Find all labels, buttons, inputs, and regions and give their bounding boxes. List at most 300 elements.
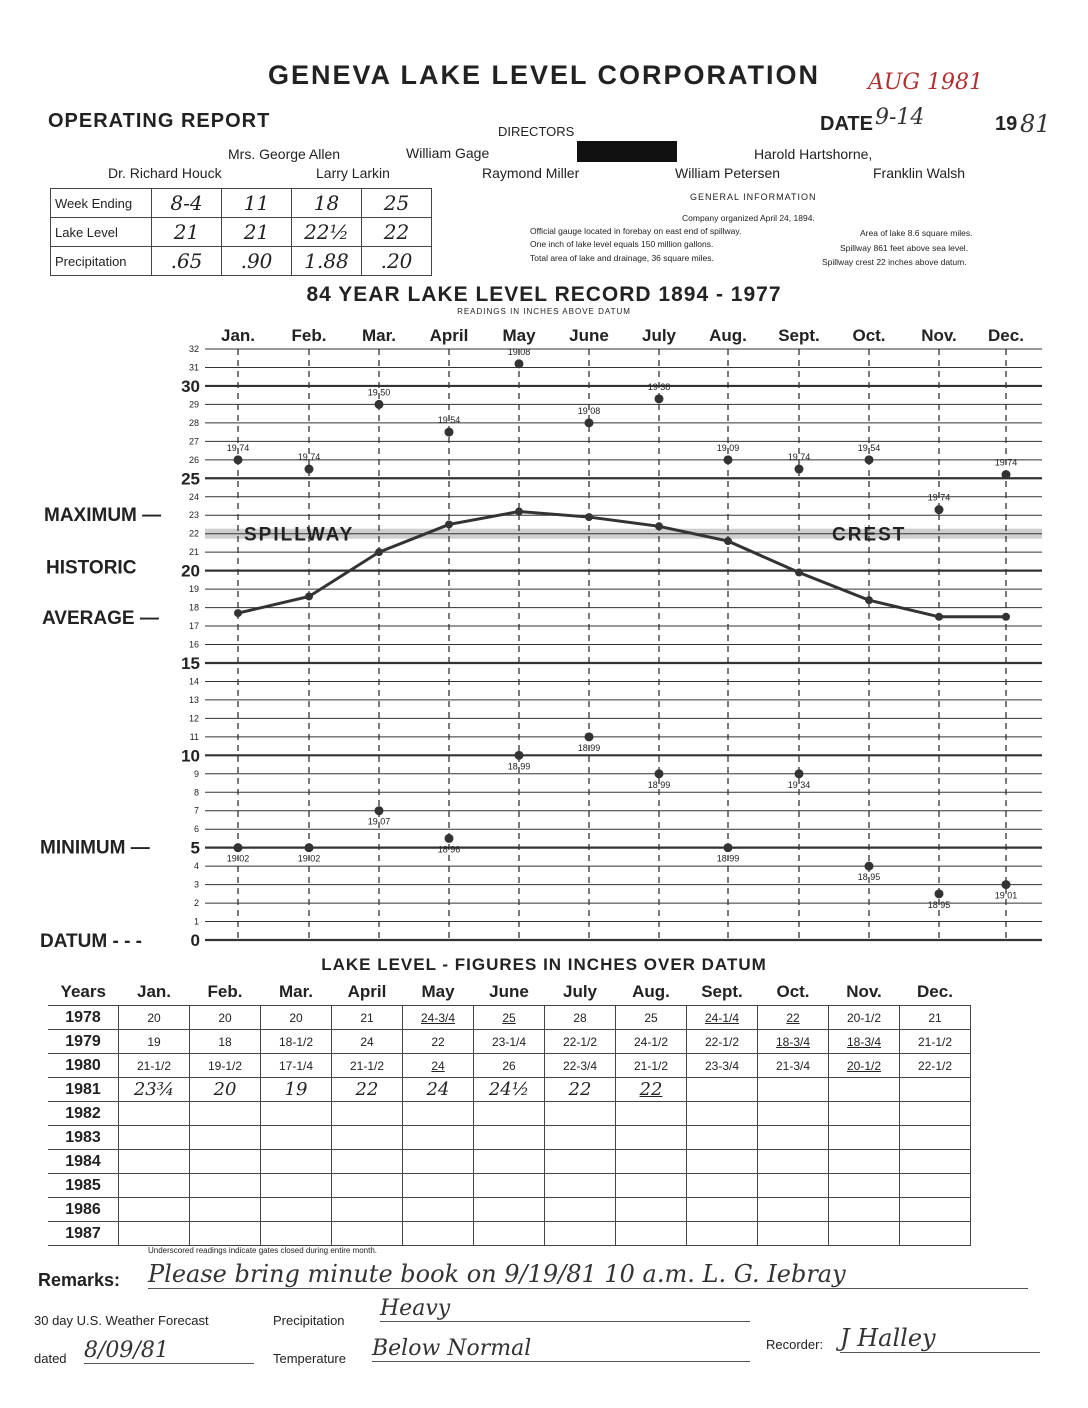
column-header: Feb. [207,982,243,1001]
table-cell [119,1174,190,1198]
maximum-point [515,359,524,368]
y-tick-label: 21 [188,547,199,558]
table-cell: 19 [261,1078,332,1102]
table-cell [190,1102,261,1126]
minimum-year-label: 18 99 [507,761,531,772]
y-tick-label: 26 [188,454,199,465]
row-year: 1982 [48,1102,119,1126]
general-info-title: GENERAL INFORMATION [690,192,817,202]
table-cell [687,1198,758,1222]
table-cell [829,1126,900,1150]
average-label: AVERAGE — [42,607,159,629]
row-year: 1985 [48,1174,119,1198]
y-tick-label: 12 [188,713,199,724]
month-label: Mar. [361,326,397,345]
table-cell: 23-1/4 [474,1030,545,1054]
table-cell [829,1102,900,1126]
column-header-years: Years [60,982,106,1001]
minimum-point [935,889,944,898]
table-cell [758,1102,829,1126]
y-tick-label: 23 [188,510,199,521]
director-name: William Gage [406,145,490,161]
table-cell [403,1126,474,1150]
table-cell: 22 [545,1078,616,1102]
table-cell [261,1150,332,1174]
general-info-line: Area of lake 8.6 square miles. [860,228,973,238]
maximum-point [655,394,664,403]
minimum-year-label: 19 07 [367,816,391,827]
table-cell [545,1198,616,1222]
table-cell [687,1174,758,1198]
y-tick-label-major: 0 [190,931,200,950]
table-row [48,1198,971,1222]
table-cell [900,1198,971,1222]
maximum-point [935,505,944,514]
table-cell: 22 [616,1078,687,1102]
table-cell [545,1174,616,1198]
column-header: Sept. [701,982,743,1001]
table-cell: 21-1/2 [332,1054,403,1078]
table-cell: 22-1/2 [545,1030,616,1054]
table-cell [900,1150,971,1174]
table-cell: .90 [222,247,292,276]
underscore-note: Underscored readings indicate gates closed during entire month. [148,1246,378,1255]
table-cell [474,1222,545,1246]
average-point [655,522,663,530]
row-label: Week Ending [51,189,152,218]
table-cell [332,1198,403,1222]
table-cell: 28 [545,1006,616,1030]
y-tick-label: 18 [188,602,199,613]
maximum-year-label: 19 08 [507,346,531,357]
table-cell: 22-1/2 [687,1030,758,1054]
historic-label: HISTORIC [46,557,137,579]
maximum-point [234,455,243,464]
minimum-year-label: 19 01 [994,890,1018,901]
minimum-year-label: 18 99 [716,853,740,864]
table-row [48,1006,971,1030]
maximum-year-label: 19 74 [994,457,1018,468]
table-cell [758,1222,829,1246]
table-cell: 22 [758,1006,829,1030]
recorder-value: J Halley [840,1324,1040,1353]
table-cell: 20 [119,1006,190,1030]
maximum-year-label: 19 74 [297,452,321,463]
average-point [445,520,453,528]
month-label: Feb. [291,326,327,345]
table-cell [332,1150,403,1174]
y-tick-label-major: 5 [190,838,200,858]
table-cell [261,1222,332,1246]
table-cell: 21-1/2 [900,1030,971,1054]
table-cell: 21 [152,218,222,247]
table-cell: 21 [332,1006,403,1030]
table-cell: 26 [474,1054,545,1078]
table-cell: 20-1/2 [829,1054,900,1078]
average-point [935,613,943,621]
table-cell: 18 [190,1030,261,1054]
table-cell [403,1222,474,1246]
page-title: GENEVA LAKE LEVEL CORPORATION [267,60,821,90]
table-cell [758,1150,829,1174]
table-cell [261,1102,332,1126]
table-cell [119,1222,190,1246]
row-year: 1980 [48,1054,119,1078]
director-name: Raymond Miller [482,165,580,181]
y-tick-label-major: 20 [181,561,200,581]
table-cell [829,1174,900,1198]
week-table [50,188,432,276]
table-cell [758,1174,829,1198]
table-cell: 22 [362,218,432,247]
table-row [48,1126,971,1150]
maximum-year-label: 19 08 [577,405,601,416]
table-cell [474,1174,545,1198]
general-info-line: Company organized April 24, 1894. [682,213,815,223]
forecast-label: 30 day U.S. Weather Forecast [34,1313,209,1328]
y-tick-label: 28 [188,417,199,428]
table-row [51,189,432,218]
y-tick-label: 27 [188,436,199,447]
maximum-year-label: 19 74 [226,442,250,453]
table-cell: 18-3/4 [829,1030,900,1054]
y-tick-label: 4 [193,861,199,872]
table-cell [474,1126,545,1150]
minimum-point [305,843,314,852]
month-label: Jan. [220,326,256,345]
minimum-point [795,769,804,778]
table-cell [474,1150,545,1174]
y-tick-label: 7 [193,805,199,816]
table-row [51,247,432,276]
table-cell [900,1102,971,1126]
table-cell [545,1222,616,1246]
table-cell [616,1126,687,1150]
y-tick-label: 19 [188,584,199,595]
table-cell: 20 [190,1006,261,1030]
table-cell: 21 [900,1006,971,1030]
general-info-line: Spillway 861 feet above sea level. [840,243,969,253]
table-cell: 22½ [292,218,362,247]
minimum-point [865,862,874,871]
table-cell [758,1078,829,1102]
date-year-prefix: 19 [995,113,1018,135]
column-header: Nov. [846,982,882,1001]
crest-label: CREST [832,524,907,546]
table-cell [403,1198,474,1222]
month-label: July [641,326,677,345]
director-name: Franklin Walsh [873,165,966,181]
y-tick-label: 17 [188,621,199,632]
table-row [48,1078,971,1102]
average-point [234,609,242,617]
minimum-year-label: 18 96 [437,844,461,855]
table-cell [758,1126,829,1150]
table-cell: 19-1/2 [190,1054,261,1078]
average-point [515,508,523,516]
general-info-line: Spillway crest 22 inches above datum. [822,257,967,267]
month-label: Oct. [852,326,886,345]
table-cell: 23¾ [119,1078,190,1102]
chart-title: 84 YEAR LAKE LEVEL RECORD 1894 - 1977 [306,283,782,306]
column-header: Aug. [632,982,670,1001]
table-cell [829,1150,900,1174]
column-header: April [347,982,387,1001]
table-cell [190,1174,261,1198]
average-point [1002,613,1010,621]
table-cell [900,1222,971,1246]
table-cell [616,1174,687,1198]
minimum-point [375,806,384,815]
y-tick-label: 3 [193,879,199,890]
table-cell [119,1198,190,1222]
y-tick-label-major: 10 [181,746,200,766]
maximum-year-label: 19 09 [716,442,740,453]
table-cell [119,1150,190,1174]
month-label: June [569,326,609,345]
month-label: Aug. [709,326,747,345]
table-cell [829,1198,900,1222]
table-cell [261,1126,332,1150]
row-year: 1986 [48,1198,119,1222]
table-row [48,1150,971,1174]
y-tick-label: 8 [193,787,199,798]
table-cell [829,1078,900,1102]
minimum-point [655,769,664,778]
table-cell [687,1150,758,1174]
table-cell: 17-1/4 [261,1054,332,1078]
average-point [375,548,383,556]
precipitation-value: Heavy [380,1296,750,1322]
table-cell [545,1150,616,1174]
table-cell [545,1126,616,1150]
column-header: Oct. [776,982,810,1001]
table-cell [403,1150,474,1174]
table-cell [616,1150,687,1174]
month-label: Dec. [988,326,1024,345]
dated-value: 8/09/81 [84,1338,254,1364]
table-cell: .20 [362,247,432,276]
precipitation-label: Precipitation [273,1313,345,1328]
table-cell: 25 [362,189,432,218]
column-header: May [421,982,455,1001]
table-cell [829,1222,900,1246]
table-cell [687,1078,758,1102]
maximum-year-label: 19 50 [367,387,391,398]
table-cell: 21-1/2 [616,1054,687,1078]
handwritten-note: AUG 1981 [868,70,983,95]
average-point [305,592,313,600]
minimum-point [1002,880,1011,889]
minimum-point [515,751,524,760]
table-cell [332,1102,403,1126]
y-tick-label-major: 25 [181,469,200,489]
table-cell: 23-3/4 [687,1054,758,1078]
table-cell: 1.88 [292,247,362,276]
table-cell: 24-3/4 [403,1006,474,1030]
month-label: Sept. [778,326,820,345]
month-label: April [429,326,469,345]
date-year: 81 [1020,110,1051,138]
column-header: Dec. [917,982,953,1001]
average-point [724,537,732,545]
table-cell: 24-1/2 [616,1030,687,1054]
maximum-point [445,428,454,437]
table-cell: .65 [152,247,222,276]
remarks-label: Remarks: [38,1270,121,1290]
minimum-label: MINIMUM — [40,837,150,859]
temperature-value: Below Normal [372,1336,750,1362]
table-cell [616,1222,687,1246]
minimum-year-label: 18 99 [577,742,601,753]
table-cell [474,1102,545,1126]
month-label: May [502,326,536,345]
average-point [795,568,803,576]
table-cell: 8-4 [152,189,222,218]
minimum-year-label: 18 95 [857,872,881,883]
table-cell: 21-1/2 [119,1054,190,1078]
spillway-label: SPILLWAY [244,524,355,546]
minimum-point [724,843,733,852]
table-cell [545,1102,616,1126]
y-tick-label: 29 [188,399,199,410]
table-cell: 25 [616,1006,687,1030]
y-tick-label-major: 30 [181,376,200,396]
column-header: Jan. [136,982,172,1001]
table-cell [687,1126,758,1150]
table-row [48,1222,971,1246]
table-cell: 20 [261,1006,332,1030]
director-name: William Petersen [675,165,781,181]
table-cell [616,1102,687,1126]
minimum-point [585,732,594,741]
y-tick-label: 9 [193,768,199,779]
table-cell: 24 [332,1030,403,1054]
table-cell: 11 [222,189,292,218]
table-cell: 22 [332,1078,403,1102]
datum-label: DATUM - - - [40,931,143,952]
table-row [48,1174,971,1198]
table-cell: 18 [292,189,362,218]
table-cell: 20-1/2 [829,1006,900,1030]
table-cell [119,1126,190,1150]
table-cell [687,1102,758,1126]
table-cell: 21-3/4 [758,1054,829,1078]
row-year: 1987 [48,1222,119,1246]
chart-subtitle: READINGS IN INCHES ABOVE DATUM [457,307,631,316]
y-tick-label: 11 [189,731,199,742]
row-label: Precipitation [51,247,152,276]
table-row [48,1102,971,1126]
maximum-label: MAXIMUM — [44,505,162,527]
maximum-point [305,465,314,474]
table-cell [403,1174,474,1198]
table-cell [900,1078,971,1102]
maximum-point [865,455,874,464]
table-cell [403,1102,474,1126]
table-cell [190,1222,261,1246]
temperature-label: Temperature [273,1351,346,1366]
table-cell: 19 [119,1030,190,1054]
minimum-point [234,843,243,852]
director-name: Mrs. George Allen [228,146,341,162]
table-cell: 24-1/4 [687,1006,758,1030]
column-header: June [489,982,529,1001]
row-label: Lake Level [51,218,152,247]
table-cell: 22-1/2 [900,1054,971,1078]
table-header-row [48,979,971,1006]
table-cell: 22 [403,1030,474,1054]
table-cell [332,1174,403,1198]
table-cell [261,1174,332,1198]
table-cell [261,1198,332,1222]
maximum-year-label: 19 38 [647,381,671,392]
table-cell [332,1222,403,1246]
level-table-title: LAKE LEVEL - FIGURES IN INCHES OVER DATUM [321,955,767,974]
table-cell [900,1174,971,1198]
table-cell [332,1126,403,1150]
table-cell: 24 [403,1054,474,1078]
y-tick-label: 31 [188,362,199,373]
maximum-point [724,455,733,464]
minimum-year-label: 19 02 [297,853,321,864]
table-cell [119,1102,190,1126]
general-info-line: Total area of lake and drainage, 36 square miles. [530,253,714,263]
column-header: July [562,982,598,1001]
y-tick-label: 13 [188,694,199,705]
director-name: Larry Larkin [316,165,390,181]
table-cell [190,1198,261,1222]
maximum-year-label: 19 74 [927,492,951,503]
table-row [48,1054,971,1078]
director-name: Dr. Richard Houck [108,165,222,181]
row-year: 1979 [48,1030,119,1054]
table-cell: 22-3/4 [545,1054,616,1078]
y-tick-label: 32 [188,344,199,354]
table-cell [900,1126,971,1150]
table-cell: 24½ [474,1078,545,1102]
table-cell [758,1198,829,1222]
y-tick-label: 6 [193,824,199,835]
director-name: Harold Hartshorne, [754,146,873,162]
maximum-point [795,465,804,474]
table-row [48,1030,971,1054]
table-row [51,218,432,247]
minimum-year-label: 19 34 [787,779,811,790]
maximum-year-label: 19 54 [437,415,461,426]
minimum-point [445,834,454,843]
row-year: 1978 [48,1006,119,1030]
minimum-year-label: 19 02 [226,853,250,864]
table-cell [474,1198,545,1222]
directors-label: DIRECTORS [498,124,575,139]
table-cell [687,1222,758,1246]
table-cell: 25 [474,1006,545,1030]
table-cell: 18-1/2 [261,1030,332,1054]
general-info-line: Official gauge located in forebay on east end of spillway. [530,226,742,236]
minimum-year-label: 18 99 [647,779,671,790]
y-tick-label: 24 [188,491,199,502]
redaction-bar [577,141,677,162]
date-value: 9-14 [875,105,925,130]
maximum-point [375,400,384,409]
row-year: 1981 [48,1078,119,1102]
maximum-year-label: 19 74 [787,452,811,463]
average-point [865,596,873,604]
column-header: Mar. [278,982,314,1001]
table-cell: 20 [190,1078,261,1102]
table-cell: 24 [403,1078,474,1102]
